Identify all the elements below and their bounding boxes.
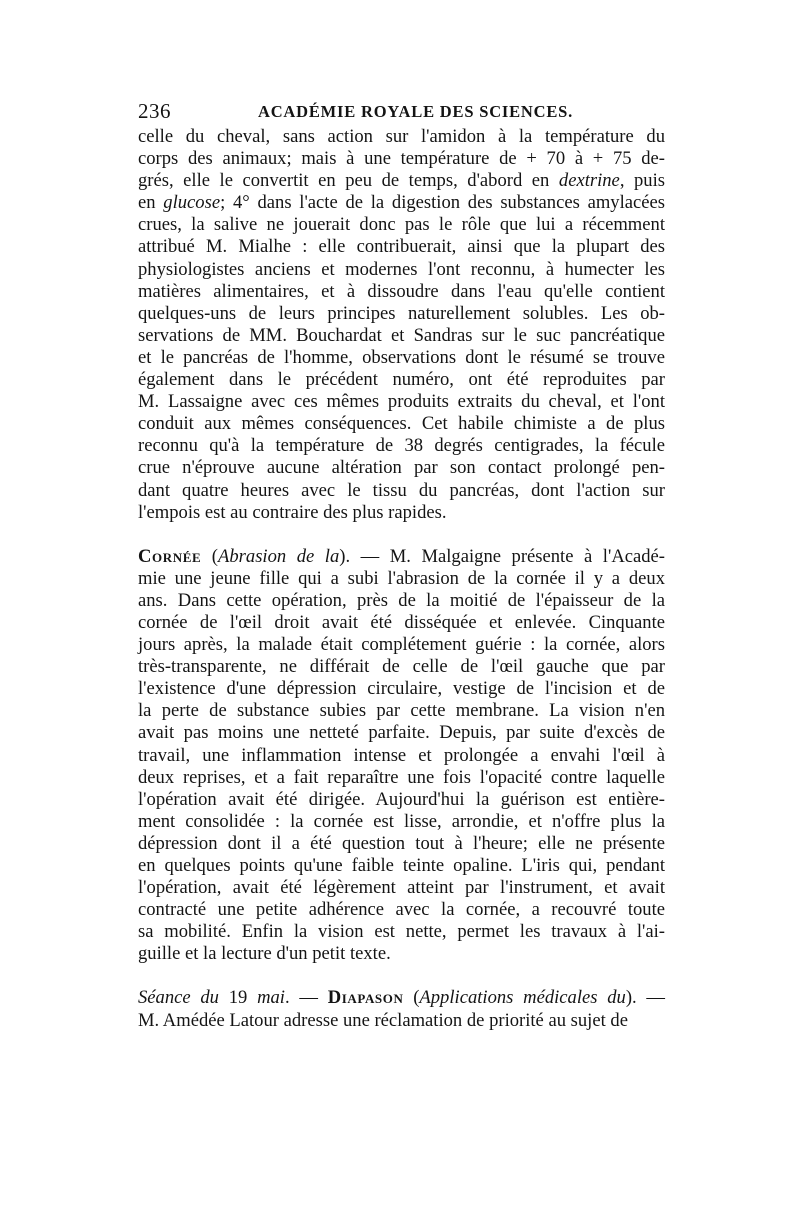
rubric-heading: Diapason xyxy=(327,987,404,1009)
text-line: en glucose; 4° dans l'acte de la digestion des substances amylacées xyxy=(138,192,666,214)
paragraph-salive-pancreas xyxy=(138,126,665,524)
text-line: M. Lassaigne avec ces mêmes produits extraits du cheval, et l'ont xyxy=(138,391,665,413)
text-line: avait pas moins une netteté parfaite. Depuis, par suite d'excès de xyxy=(138,722,665,744)
paragraph-gap xyxy=(138,965,665,987)
text-line: sa mobilité. Enfin la vision est nette, permet les travaux à l'ai- xyxy=(138,921,665,943)
paragraph-diapason xyxy=(138,987,665,1031)
text-line: contracté une petite adhérence avec la cornée, a recouvré toute xyxy=(138,899,665,921)
text-line: Cornée (Abrasion de la). — M. Malgaigne présente à l'Acadé- xyxy=(138,545,665,567)
italic-run: mai xyxy=(257,987,285,1009)
text-line: quelques-uns de leurs principes naturellement solubles. Les ob- xyxy=(138,302,665,324)
text-line: très-transparente, ne différait de celle de l'œil gauche que par xyxy=(138,656,665,678)
text-line: l'opération avait été dirigée. Aujourd'hui la guérison est entière- xyxy=(138,788,665,810)
text-line: l'existence d'une dépression circulaire, vestige de l'incision et de xyxy=(138,678,665,700)
text-line: dépression dont il a été question tout à l'heure; elle ne présente xyxy=(138,832,665,854)
paragraph-cornee xyxy=(138,546,665,966)
paragraph-gap xyxy=(138,524,665,546)
italic-run: Applications médicales du xyxy=(419,987,626,1009)
text-line: celle du cheval, sans action sur l'amidon à la température du xyxy=(138,126,665,147)
page-number: 236 xyxy=(138,99,171,123)
text-line: M. Amédée Latour adresse une réclamation de priorité au sujet de xyxy=(138,1009,628,1031)
text-line: travail, une inflammation intense et prolongée a envahi l'œil à xyxy=(138,744,665,766)
running-head xyxy=(138,96,665,126)
text-line: ans. Dans cette opération, près de la moitié de l'épaisseur de la xyxy=(138,589,665,611)
text-line: conduit aux mêmes conséquences. Cet habile chimiste a de plus xyxy=(138,413,665,435)
text-line: mie une jeune fille qui a subi l'abrasion de la cornée il y a deux xyxy=(138,567,665,589)
text-line: ment consolidée : la cornée est lisse, arrondie, et n'offre plus la xyxy=(138,810,665,832)
text-line: attribué M. Mialhe : elle contribuerait, ainsi que la plupart des xyxy=(138,236,665,258)
text-line: reconnu qu'à la température de 38 degrés centigrades, la fécule xyxy=(138,435,665,457)
italic-run: Séance du xyxy=(138,987,219,1009)
text-line: l'empois est au contraire des plus rapides. xyxy=(138,501,447,523)
text-line: matières alimentaires, et à dissoudre dans l'eau qu'elle contient xyxy=(138,280,665,302)
text-line: jours après, la malade était complétement guérie : la cornée, alors xyxy=(138,634,665,656)
book-page xyxy=(138,96,665,1032)
text-line: corps des animaux; mais à une température de + 70 à + 75 de- xyxy=(138,148,665,170)
italic-run: dextrine xyxy=(558,170,620,192)
text-line: deux reprises, et a fait reparaître une fois l'opacité contre laquelle xyxy=(138,766,665,788)
text-line: crues, la salive ne jouerait donc pas le rôle que lui a récemment xyxy=(138,214,665,236)
text-line: la perte de substance subies par cette membrane. La vision n'en xyxy=(138,700,665,722)
text-line: grés, elle le convertit en peu de temps, d'abord en dextrine, puis xyxy=(138,170,665,192)
text-line: et le pancréas de l'homme, observations dont le résumé se trouve xyxy=(138,346,665,368)
text-line: également dans le précédent numéro, ont été reproduites par xyxy=(138,369,665,391)
text-line: cornée de l'œil droit avait été disséquée et enlevée. Cinquante xyxy=(138,611,665,633)
text-line: l'opération, avait été légèrement atteint par l'instrument, et avait xyxy=(138,877,665,899)
running-title: ACADÉMIE ROYALE DES SCIENCES. xyxy=(258,102,574,121)
italic-run: Abrasion de la xyxy=(218,545,340,567)
text-line: physiologistes anciens et modernes l'ont reconnu, à humecter les xyxy=(138,258,665,280)
text-line: en quelques points qu'une faible teinte opaline. L'iris qui, pendant xyxy=(138,855,665,876)
text-line: crue n'éprouve aucune altération par son contact prolongé pen- xyxy=(138,457,665,479)
text-line: dant quatre heures avec le tissu du pancréas, dont l'action sur xyxy=(138,479,665,501)
rubric-heading: Cornée xyxy=(138,545,202,567)
italic-run: glucose xyxy=(163,192,221,214)
text-line: guille et la lecture d'un petit texte. xyxy=(138,943,391,965)
text-line: servations de MM. Bouchardat et Sandras sur le suc pancréatique xyxy=(138,324,665,346)
text-line: Séance du 19 mai. — Diapason (Applications médicales du). — xyxy=(138,987,666,1009)
